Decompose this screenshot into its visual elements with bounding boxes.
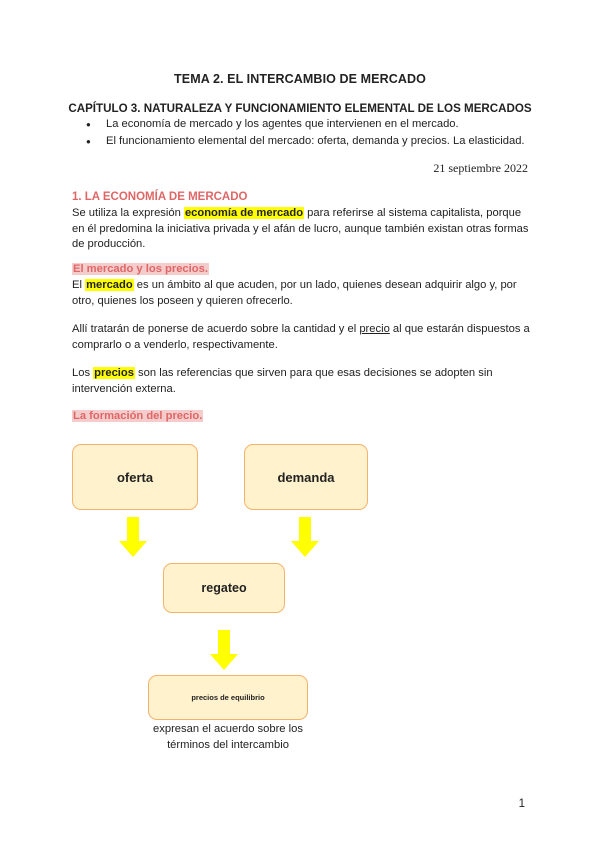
text-run: El: [72, 279, 86, 291]
text-run: son las referencias que sirven para que esas decisiones se adopten sin intervención externa.: [72, 367, 493, 395]
diagram-caption: expresan el acuerdo sobre los términos del intercambio: [153, 723, 303, 751]
document-date: 21 septiembre 2022: [433, 161, 528, 175]
down-arrow-icon: [291, 517, 319, 557]
bullet-item: ● La economía de mercado y los agentes que intervienen en el mercado.: [86, 116, 525, 133]
text-run: Allí tratarán de ponerse de acuerdo sobre la cantidad y el: [72, 323, 360, 335]
diagram-box-regateo: regateo: [163, 563, 285, 613]
document-title: TEMA 2. EL INTERCAMBIO DE MERCADO: [174, 72, 426, 86]
page-number: 1: [518, 798, 525, 810]
highlighted-term: precios: [94, 367, 134, 379]
mercado-paragraph-3: [72, 366, 530, 397]
down-arrow-icon: [210, 630, 238, 670]
highlighted-term: economía de mercado: [184, 207, 304, 219]
bullet-item: ● El funcionamiento elemental del mercado: oferta, demanda y precios. La elasticidad.: [86, 133, 525, 150]
mercado-paragraph-1: [72, 278, 530, 309]
down-arrow-icon: [119, 517, 147, 557]
text-run: Se utiliza la expresión: [72, 207, 184, 219]
mercado-paragraph-2: [72, 322, 530, 353]
subheading-mercado: El mercado y los precios.: [73, 263, 208, 275]
text-run: es un ámbito al que acuden, por un lado, quienes desean adquirir algo y, por otro, quienes los poseen y quieren ofrecerlo.: [72, 279, 517, 307]
diagram-box-equilibrio: precios de equilibrio: [148, 675, 308, 720]
highlighted-term: mercado: [86, 279, 133, 291]
chapter-bullet-list: [86, 116, 525, 150]
underlined-term: precio: [359, 323, 390, 335]
text-run: Los: [72, 367, 94, 379]
section-heading: 1. LA ECONOMÍA DE MERCADO: [72, 191, 248, 203]
section1-paragraph: [72, 206, 530, 253]
diagram-box-oferta: oferta: [72, 444, 198, 510]
diagram-box-demanda: demanda: [244, 444, 368, 510]
text-run: al que estarán dispuestos a comprarlo o a venderlo, respectivamente.: [72, 323, 530, 351]
chapter-heading: CAPÍTULO 3. NATURALEZA Y FUNCIONAMIENTO ELEMENTAL DE LOS MERCADOS: [68, 102, 532, 115]
subheading-formacion: La formación del precio.: [73, 410, 203, 422]
text-run: para referirse al sistema capitalista, porque en él predomina la iniciativa privada y el afán de lucro, aunque también existan otras formas de producción.: [72, 207, 529, 250]
